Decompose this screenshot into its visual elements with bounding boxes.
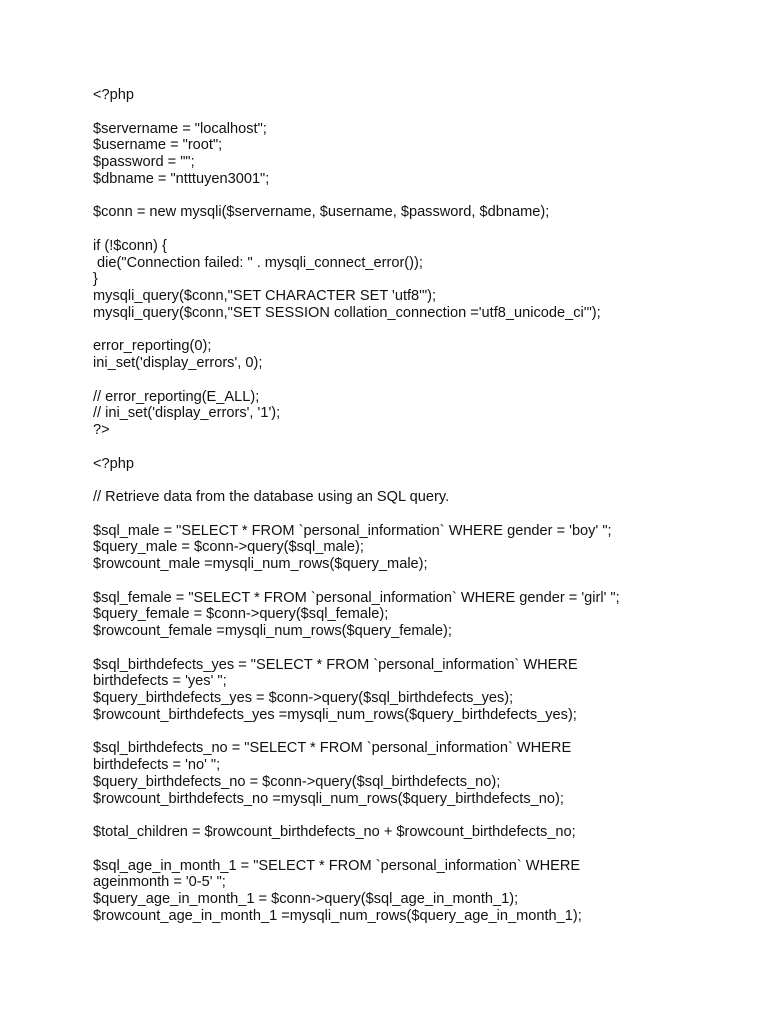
code-line: // Retrieve data from the database using an SQL query. — [93, 489, 450, 505]
code-line — [93, 104, 713, 121]
code-line: // ini_set('display_errors', '1'); — [93, 405, 281, 422]
code-line: $sql_birthdefects_yes = "SELECT * FROM `personal_information` WHERE — [93, 656, 578, 673]
code-line: $query_birthdefects_yes = $conn->query($sql_birthdefects_yes); — [93, 690, 514, 706]
code-line — [93, 322, 713, 339]
code-line: $conn = new mysqli($servername, $username, $password, $dbname); — [93, 204, 550, 221]
code-line: ageinmonth = '0-5' "; — [93, 874, 226, 891]
code-line: $rowcount_age_in_month_1 =mysqli_num_rows($query_age_in_month_1); — [93, 907, 582, 924]
code-line: $query_male = $conn->query($sql_male); — [93, 539, 364, 556]
code-line — [93, 573, 713, 590]
code-line — [93, 439, 713, 456]
code-line — [93, 472, 713, 489]
code-line — [93, 807, 713, 824]
code-line: $query_female = $conn->query($sql_female); — [93, 606, 389, 623]
code-line — [93, 506, 713, 523]
code-line: $total_children = $rowcount_birthdefects_no + $rowcount_birthdefects_no; — [93, 824, 576, 840]
code-line: $sql_male = "SELECT * FROM `personal_information` WHERE gender = 'boy' "; — [93, 522, 612, 539]
code-line: die("Connection failed: " . mysqli_connect_error()); — [93, 254, 423, 271]
code-line: <?php — [93, 455, 134, 472]
code-line: } — [93, 271, 98, 288]
php-code-block — [93, 87, 713, 925]
code-line: mysqli_query($conn,"SET CHARACTER SET 'utf8'"); — [93, 288, 437, 304]
code-line: $rowcount_male =mysqli_num_rows($query_male); — [93, 556, 428, 572]
code-line: error_reporting(0); — [93, 338, 212, 355]
code-line: $query_age_in_month_1 = $conn->query($sql_age_in_month_1); — [93, 891, 519, 907]
code-line: $query_birthdefects_no = $conn->query($sql_birthdefects_no); — [93, 773, 501, 790]
code-line: birthdefects = 'no' "; — [93, 757, 221, 773]
code-line: // error_reporting(E_ALL); — [93, 388, 260, 405]
code-line: $rowcount_female =mysqli_num_rows($query_female); — [93, 623, 452, 639]
code-line — [93, 188, 713, 205]
code-line: $rowcount_birthdefects_yes =mysqli_num_rows($query_birthdefects_yes); — [93, 706, 577, 723]
code-line — [93, 372, 713, 389]
code-line: ini_set('display_errors', 0); — [93, 355, 263, 371]
code-line — [93, 724, 713, 741]
code-line: $rowcount_birthdefects_no =mysqli_num_rows($query_birthdefects_no); — [93, 790, 564, 807]
code-line: mysqli_query($conn,"SET SESSION collation_connection ='utf8_unicode_ci'"); — [93, 304, 601, 321]
code-line — [93, 841, 713, 858]
code-line — [93, 221, 713, 238]
code-line: birthdefects = 'yes' "; — [93, 673, 227, 690]
code-line: $username = "root"; — [93, 137, 223, 154]
code-line: if (!$conn) { — [93, 237, 167, 254]
code-line: $sql_age_in_month_1 = "SELECT * FROM `personal_information` WHERE — [93, 857, 581, 874]
code-line: $servername = "localhost"; — [93, 120, 267, 137]
code-line: $sql_birthdefects_no = "SELECT * FROM `personal_information` WHERE — [93, 740, 572, 757]
code-line — [93, 640, 713, 657]
code-line: $dbname = "ntttuyen3001"; — [93, 170, 270, 187]
code-line: <?php — [93, 87, 134, 103]
code-line: $password = ""; — [93, 154, 195, 170]
code-line: $sql_female = "SELECT * FROM `personal_information` WHERE gender = 'girl' "; — [93, 589, 620, 606]
code-line: ?> — [93, 422, 110, 438]
